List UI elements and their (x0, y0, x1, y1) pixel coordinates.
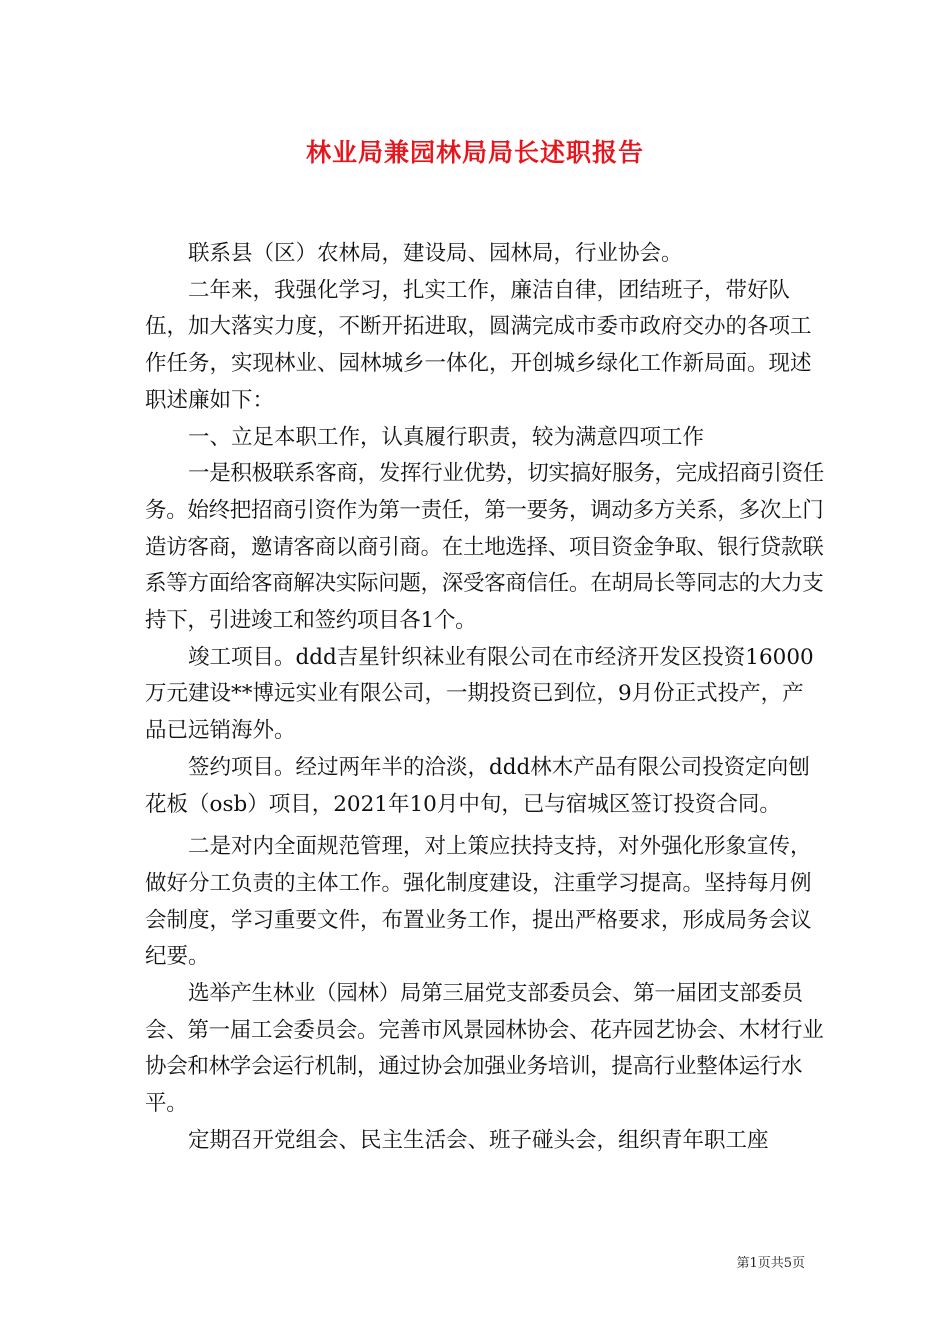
paragraph-intro: 二年来，我强化学习，扎实工作，廉洁自律，团结班子，带好队伍，加大落实力度，不断开拓进取，圆满完成市委市政府交办的各项工作任务，实现林业、园林城乡一体化，开创城乡绿化工作新局面。现述职述廉如下： (145, 277, 812, 413)
paragraph-election: 选举产生林业（园林）局第三届党支部委员会、第一届团支部委员会、第一届工会委员会。完善市风景园林协会、花卉园艺协会、木材行业协会和林学会运行机制，通过协会加强业务培训，提高行业整体运行水平。 (145, 981, 824, 1117)
document-body (145, 236, 825, 1160)
paragraph-management: 二是对内全面规范管理，对上策应扶持支持，对外强化形象宣传，做好分工负责的主体工作。强化制度建设，注重学习提高。坚持每月例会制度，学习重要文件，布置业务工作，提出严格要求，形成局务会议纪要。 (145, 834, 812, 970)
document-title: 林业局兼园林局局长述职报告 (305, 138, 644, 167)
paragraph-contacts: 联系县（区）农林局，建设局、园林局，行业协会。 (188, 241, 683, 266)
section-heading-1: 一、立足本职工作，认真履行职责，较为满意四项工作 (188, 424, 705, 450)
paragraph-signed-project: 签约项目。经过两年半的洽淡，ddd林木产品有限公司投资定向刨花板（osb）项目，2021年10月中旬，已与宿城区签订投资合同。 (145, 754, 810, 817)
paragraph-meetings: 定期召开党组会、民主生活会、班子碰头会，组织青年职工座 (188, 1127, 769, 1153)
paragraph-investment: 一是积极联系客商，发挥行业优势，切实搞好服务，完成招商引资任务。始终把招商引资作为第一责任，第一要务，调动多方关系，多次上门造访客商，邀请客商以商引商。在土地选择、项目资金争取、银行贷款联系等方面给客商解决实际问题，深受客商信任。在胡局长等同志的大力支持下，引进竣工和签约项目各1个。 (145, 461, 825, 634)
paragraph-completed-project: 竣工项目。ddd吉星针织袜业有限公司在市经济开发区投资16000万元建设**博远实业有限公司，一期投资已到位，9月份正式投产，产品已远销海外。 (145, 644, 814, 744)
page-indicator: 第1页共5页 (736, 1256, 805, 1271)
